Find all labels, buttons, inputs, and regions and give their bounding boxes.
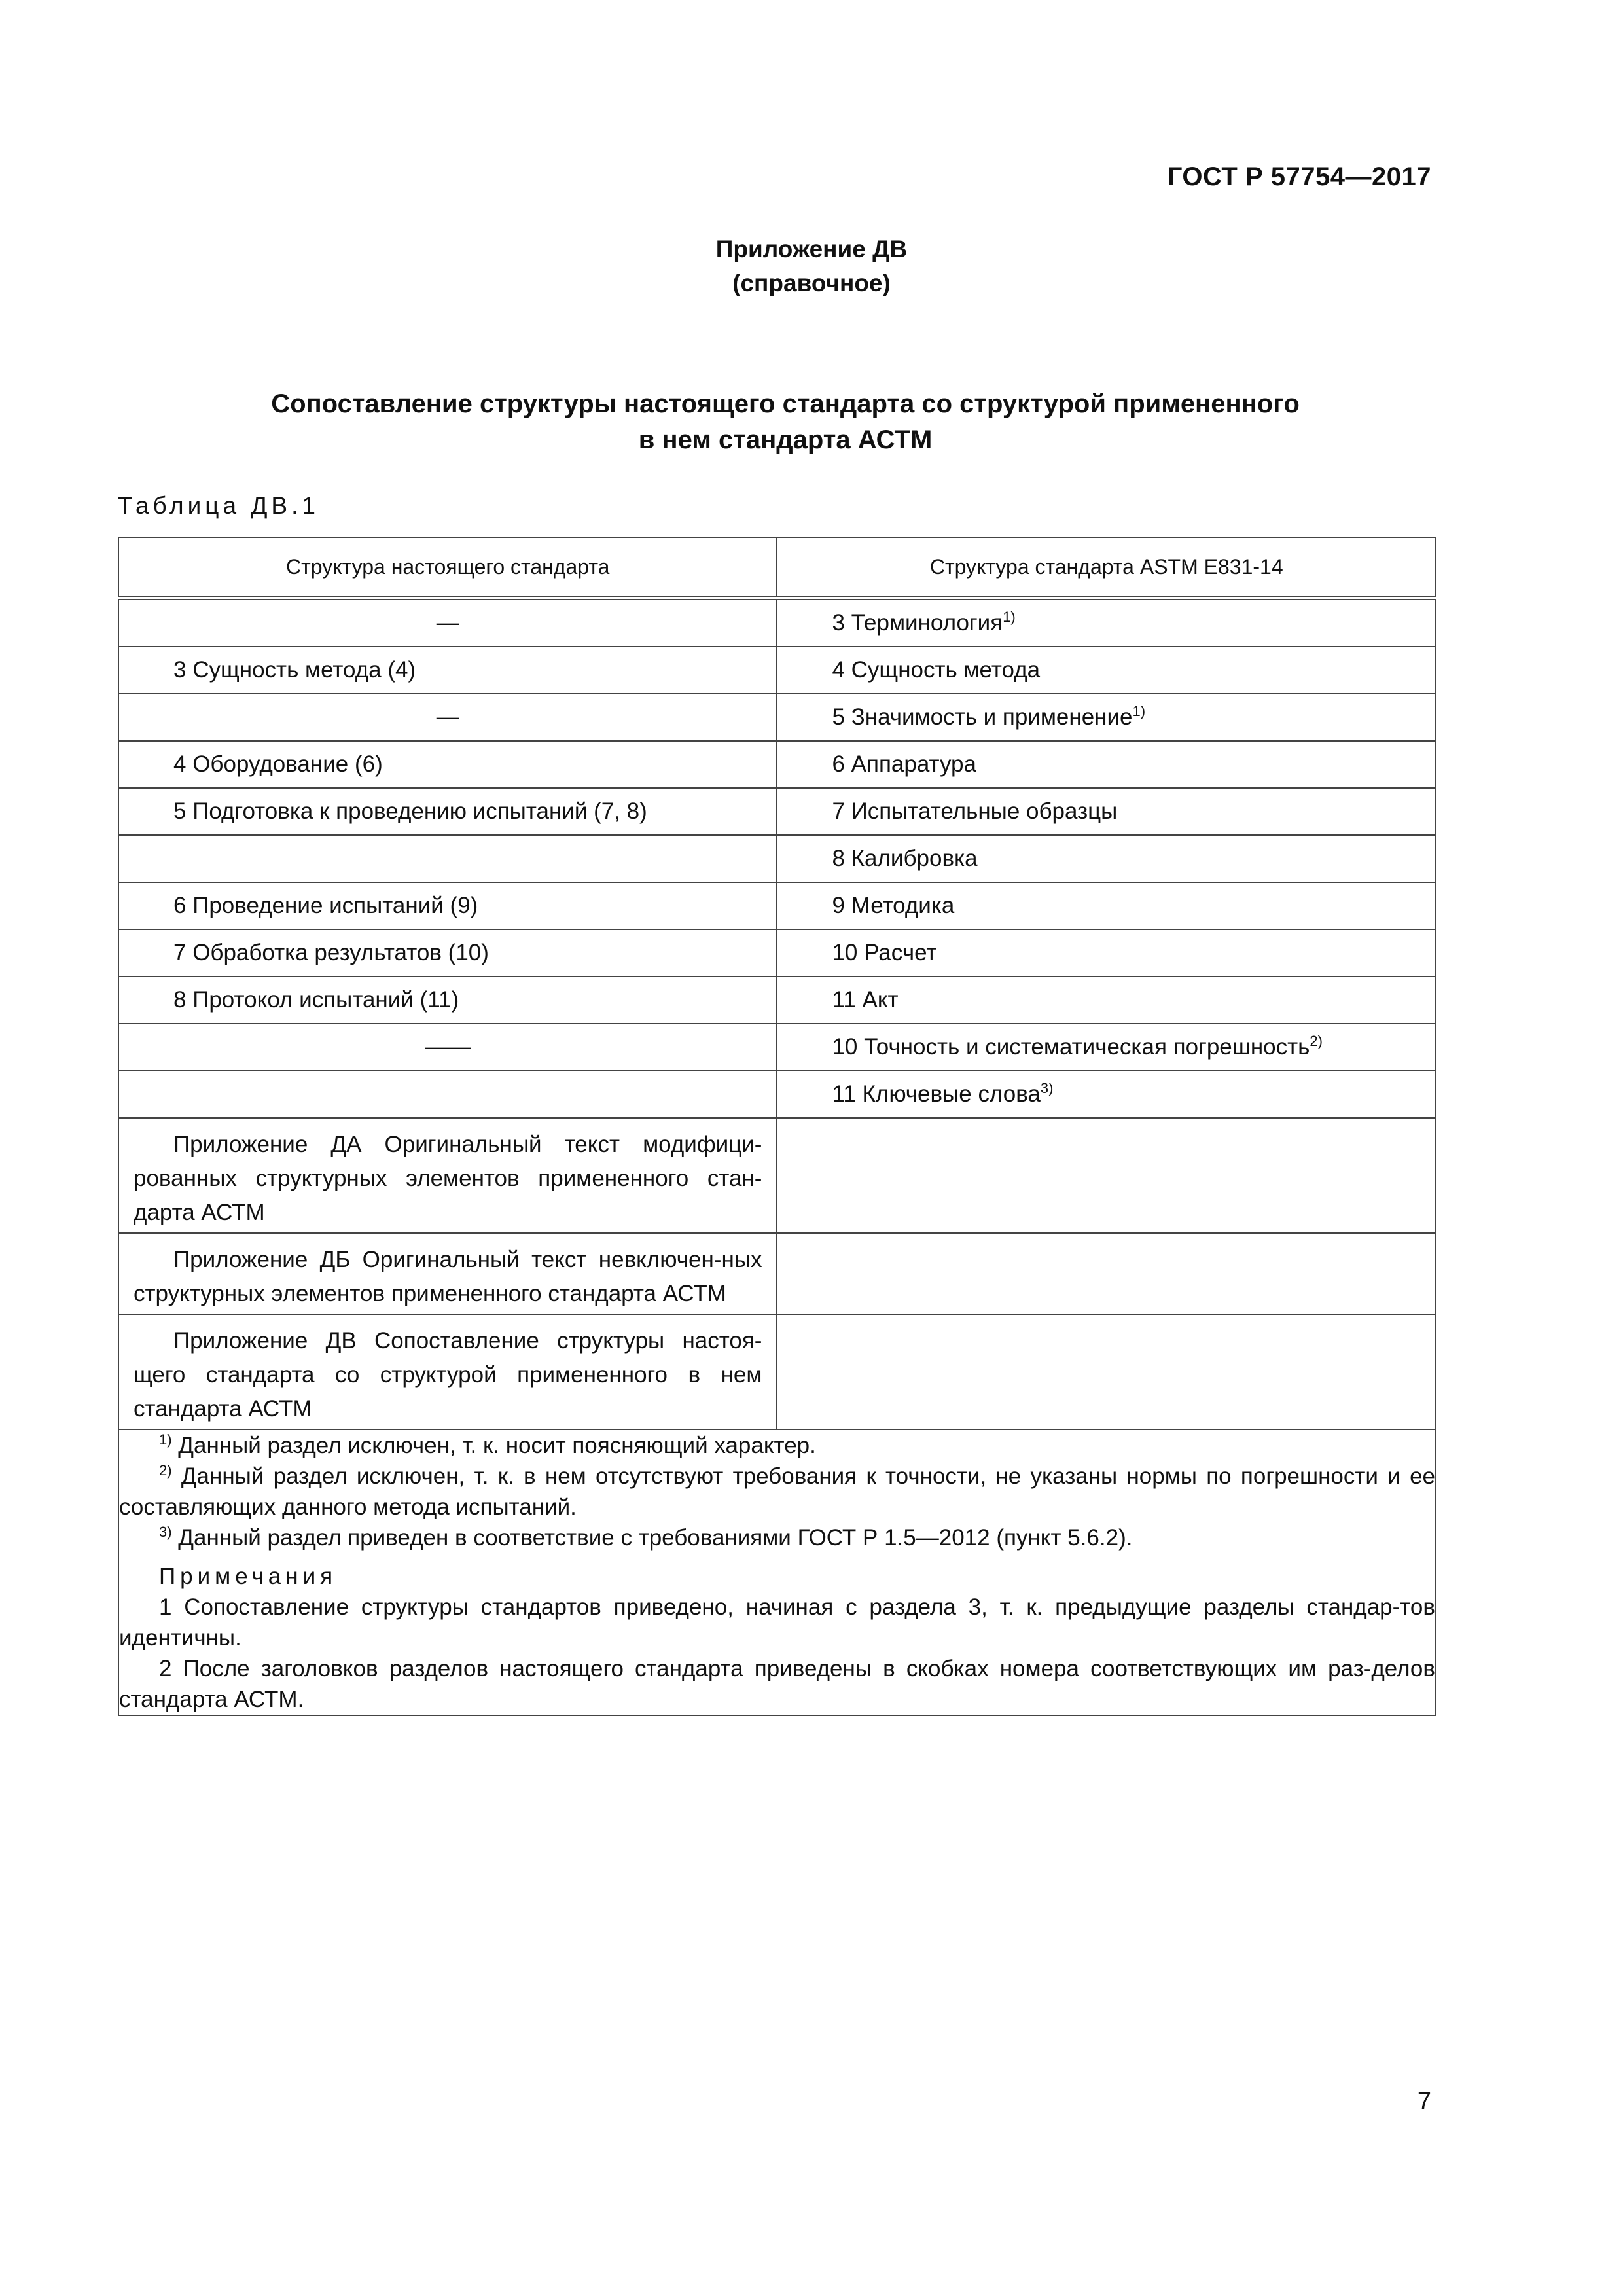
footnote-marker: 2) bbox=[1310, 1033, 1323, 1049]
cell-right bbox=[777, 929, 1436, 977]
notes-heading: Примечания bbox=[159, 1564, 338, 1589]
cell-left bbox=[118, 1118, 777, 1233]
table-row bbox=[118, 977, 1436, 1024]
cell-left-text: 8 Протокол испытаний (11) bbox=[173, 987, 459, 1013]
cell-right-text bbox=[777, 694, 1435, 740]
footnote-mark: 2) bbox=[159, 1462, 172, 1479]
footnote-mark: 1) bbox=[159, 1431, 172, 1448]
cell-right-text bbox=[777, 647, 1435, 693]
cell-right bbox=[777, 647, 1436, 694]
cell-left bbox=[118, 741, 777, 788]
cell-right-empty bbox=[777, 1233, 1436, 1314]
cell-right-text bbox=[777, 600, 1435, 646]
table-caption: Таблица ДВ.1 bbox=[118, 492, 319, 519]
table-row bbox=[118, 929, 1436, 977]
table-row bbox=[118, 647, 1436, 694]
cell-left bbox=[118, 1024, 777, 1071]
cell-right bbox=[777, 1071, 1436, 1118]
cell-right-label: 10 Точность и систематическая погрешность bbox=[832, 1034, 1310, 1060]
cell-right-text bbox=[777, 742, 1435, 787]
note: 1 Сопоставление структуры стандартов приведено, начиная с раздела 3, т. к. предыдущие разделы стандар-тов идентичны. bbox=[119, 1594, 1435, 1651]
footnote-mark: 3) bbox=[159, 1524, 172, 1540]
table-row bbox=[118, 835, 1436, 882]
cell-right-label: 10 Расчет bbox=[832, 940, 937, 965]
table-body bbox=[118, 598, 1436, 1119]
cell-right bbox=[777, 1024, 1436, 1071]
cell-right bbox=[777, 598, 1436, 647]
section-title bbox=[0, 386, 1571, 458]
cell-right-text bbox=[777, 883, 1435, 929]
appendix-body bbox=[118, 1118, 1436, 1429]
cell-right bbox=[777, 788, 1436, 835]
cell-left-text bbox=[119, 836, 776, 882]
cell-right-label: 11 Акт bbox=[832, 987, 899, 1013]
cell-right-text bbox=[777, 977, 1435, 1023]
table-header-row bbox=[118, 537, 1436, 598]
appendix-row-text: Приложение ДВ Сопоставление структуры настоя-щего стандарта со структурой примененного в нем стандарта АСТМ bbox=[134, 1328, 762, 1422]
cell-left bbox=[118, 647, 777, 694]
footnotes-cell bbox=[118, 1429, 1436, 1715]
cell-right-empty bbox=[777, 1314, 1436, 1429]
cell-left bbox=[118, 598, 777, 647]
cell-left bbox=[118, 1071, 777, 1118]
appendix-row bbox=[118, 1314, 1436, 1429]
table-row bbox=[118, 741, 1436, 788]
appendix-row-text: Приложение ДБ Оригинальный текст невключен-ных структурных элементов примененного стандарта АСТМ bbox=[134, 1247, 762, 1306]
cell-right bbox=[777, 835, 1436, 882]
cell-right-label: 3 Терминология bbox=[832, 610, 1003, 636]
cell-right-label: 11 Ключевые слова bbox=[832, 1081, 1041, 1107]
table-row bbox=[118, 598, 1436, 647]
header-left: Структура настоящего стандарта bbox=[118, 537, 777, 598]
table-row bbox=[118, 788, 1436, 835]
appendix-row bbox=[118, 1118, 1436, 1233]
comparison-table bbox=[118, 537, 1436, 1716]
cell-right-label: 5 Значимость и применение bbox=[832, 704, 1133, 730]
cell-left-text: 6 Проведение испытаний (9) bbox=[173, 893, 478, 918]
appendix-title: Приложение ДВ bbox=[715, 236, 908, 262]
cell-left bbox=[118, 929, 777, 977]
footnote-marker: 1) bbox=[1003, 609, 1016, 625]
cell-left bbox=[118, 694, 777, 741]
cell-left-text: — bbox=[436, 704, 459, 730]
appendix-heading bbox=[0, 232, 1623, 300]
cell-right bbox=[777, 977, 1436, 1024]
footnote bbox=[119, 1430, 1435, 1461]
footnote-text: Данный раздел исключен, т. к. в нем отсутствуют требования к точности, не указаны нормы по погрешности и ее составляющих данного метода испытаний. bbox=[119, 1463, 1435, 1520]
header-right: Структура стандарта ASTM E831-14 bbox=[777, 537, 1436, 598]
cell-right-text bbox=[777, 789, 1435, 834]
cell-left-text: 5 Подготовка к проведению испытаний (7, 8) bbox=[173, 798, 647, 824]
appendix-row bbox=[118, 1233, 1436, 1314]
footnote-marker: 1) bbox=[1132, 703, 1146, 719]
table-row bbox=[118, 882, 1436, 929]
page-number: 7 bbox=[1417, 2088, 1431, 2115]
appendix-row-text: Приложение ДА Оригинальный текст модифици-рованных структурных элементов примененного стан-дарта АСТМ bbox=[134, 1132, 762, 1225]
cell-right-text bbox=[777, 1071, 1435, 1117]
cell-right-empty bbox=[777, 1118, 1436, 1233]
cell-left bbox=[118, 1314, 777, 1429]
cell-right-label: 9 Методика bbox=[832, 893, 955, 918]
cell-left-text: 4 Оборудование (6) bbox=[173, 751, 383, 777]
cell-left bbox=[118, 835, 777, 882]
section-title-line-1: Сопоставление структуры настоящего стандарта со структурой примененного bbox=[271, 389, 1300, 418]
footnote-text: Данный раздел исключен, т. к. носит поясняющий характер. bbox=[171, 1433, 816, 1458]
cell-right bbox=[777, 882, 1436, 929]
cell-right-text bbox=[777, 1024, 1435, 1070]
cell-left-text: 7 Обработка результатов (10) bbox=[173, 940, 489, 965]
cell-left bbox=[118, 977, 777, 1024]
footnote-text: Данный раздел приведен в соответствие с требованиями ГОСТ Р 1.5—2012 (пункт 5.6.2). bbox=[171, 1525, 1133, 1551]
cell-right-label: 6 Аппаратура bbox=[832, 751, 976, 777]
note: 2 После заголовков разделов настоящего стандарта приведены в скобках номера соответствующих им раз-делов стандарта АСТМ. bbox=[119, 1656, 1435, 1712]
document-code: ГОСТ Р 57754—2017 bbox=[1167, 162, 1431, 191]
footnote bbox=[119, 1461, 1435, 1522]
cell-left-text: — bbox=[436, 610, 459, 636]
table-row bbox=[118, 694, 1436, 741]
cell-left-text: 3 Сущность метода (4) bbox=[173, 657, 416, 683]
table-row bbox=[118, 1024, 1436, 1071]
cell-right-label: 4 Сущность метода bbox=[832, 657, 1041, 683]
cell-right-text bbox=[777, 836, 1435, 882]
table-row bbox=[118, 1071, 1436, 1118]
cell-right bbox=[777, 694, 1436, 741]
footnotes-row bbox=[118, 1429, 1436, 1715]
appendix-subtitle: (справочное) bbox=[732, 270, 891, 296]
cell-left bbox=[118, 788, 777, 835]
cell-right-text bbox=[777, 930, 1435, 976]
footnote-marker: 3) bbox=[1040, 1080, 1054, 1096]
section-title-line-2: в нем стандарта АСТМ bbox=[638, 425, 933, 454]
cell-left bbox=[118, 882, 777, 929]
footnote bbox=[119, 1522, 1435, 1553]
cell-left bbox=[118, 1233, 777, 1314]
cell-right bbox=[777, 741, 1436, 788]
cell-left-text bbox=[119, 1071, 776, 1117]
cell-right-label: 8 Калибровка bbox=[832, 846, 978, 871]
cell-right-label: 7 Испытательные образцы bbox=[832, 798, 1118, 824]
cell-left-text: —— bbox=[425, 1034, 471, 1060]
